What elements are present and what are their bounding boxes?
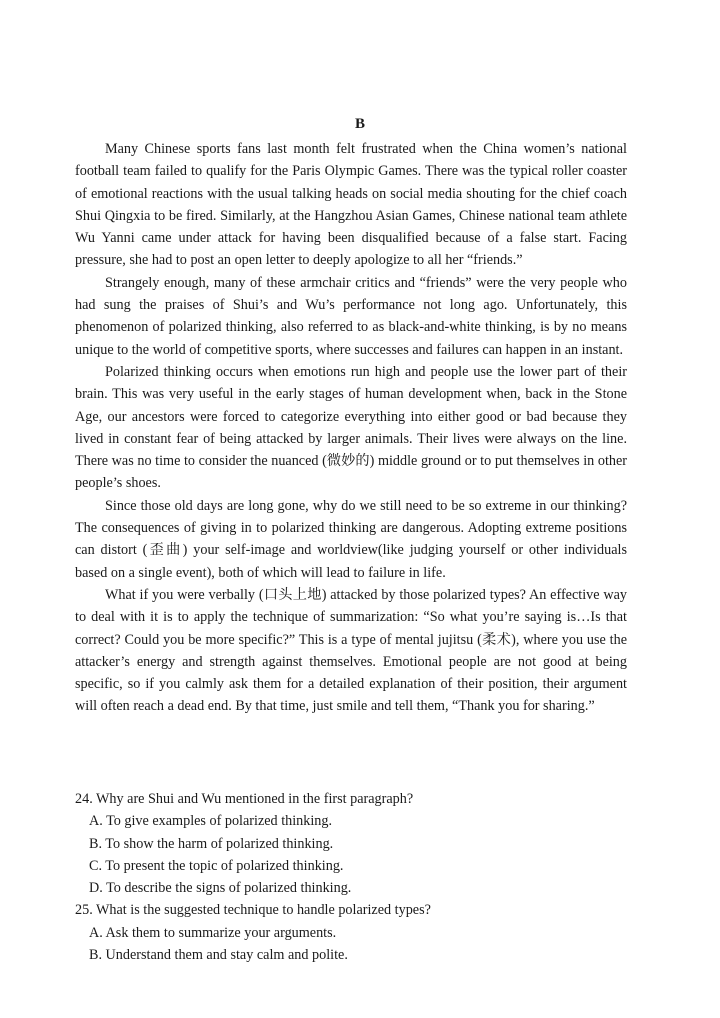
answer-option[interactable]: D. To describe the signs of polarized thinking. (89, 880, 352, 897)
question-item (75, 788, 627, 899)
answer-option[interactable]: A. Ask them to summarize your arguments. (89, 924, 337, 941)
answer-options (75, 810, 627, 899)
question-item (75, 899, 627, 966)
reading-passage (75, 138, 627, 718)
question-list (75, 788, 627, 966)
answer-options (75, 922, 627, 967)
answer-option[interactable]: C. To present the topic of polarized thinking. (89, 857, 344, 874)
answer-option[interactable]: A. To give examples of polarized thinking. (89, 813, 333, 830)
passage-paragraph: Many Chinese sports fans last month felt frustrated when the China women’s national football team failed to qualify for the Paris Olympic Games. There was the typical roller coaster of emotional reactions with the usual talking heads on social media shouting for the chief coach Shui Qingxia to be fired. Similarly, at the Hangzhou Asian Games, Chinese national team athlete Wu Yanni came under attack for having been disqualified because of a false start. Facing pressure, she had to post an open letter to deeply apologize to all her “friends.” (75, 141, 627, 269)
question-stem: 25. What is the suggested technique to handle polarized types? (75, 902, 431, 919)
answer-option[interactable]: B. Understand them and stay calm and polite. (89, 947, 348, 964)
passage-paragraph: What if you were verbally (口头上地) attacked by those polarized types? An effective way to deal with it is to apply the technique of summarization: “So what you’re saying is…Is that correct? Could you be more specific?” This is a type of mental jujitsu (柔术), where you use the attacker’s energy and strength against themselves. Emotional people are not good at being specific, so if you calmly ask them for a detailed explanation of their position, their argument will often reach a dead end. By that time, just smile and tell them, “Thank you for sharing.” (75, 586, 627, 715)
answer-option[interactable]: B. To show the harm of polarized thinking. (89, 835, 334, 852)
passage-paragraph: Polarized thinking occurs when emotions run high and people use the lower part of their brain. This was very useful in the early stages of human development when, back in the Stone Age, our ancestors were forced to categorize everything into either good or bad because they lived in constant fear of being attacked by larger animals. Their lives were always on the line. There was no time to consider the nuanced (微妙的) middle ground or to put themselves in other people’s shoes. (75, 363, 627, 492)
section-title: B (354, 116, 365, 132)
passage-paragraph: Strangely enough, many of these armchair critics and “friends” were the very people who had sung the praises of Shui’s and Wu’s performance not long ago. Unfortunately, this phenomenon of polarized thinking, also referred to as black-and-white thinking, is by no means unique to the world of competitive sports, where successes and failures can happen in an instant. (75, 274, 627, 358)
question-stem: 24. Why are Shui and Wu mentioned in the first paragraph? (75, 791, 414, 807)
passage-paragraph: Since those old days are long gone, why do we still need to be so extreme in our thinking? The consequences of giving in to polarized thinking are dangerous. Adopting extreme positions can distort (歪曲) your self-image and worldview(like judging yourself or other individuals based on a single event), both of which will lead to failure in life. (75, 497, 627, 581)
